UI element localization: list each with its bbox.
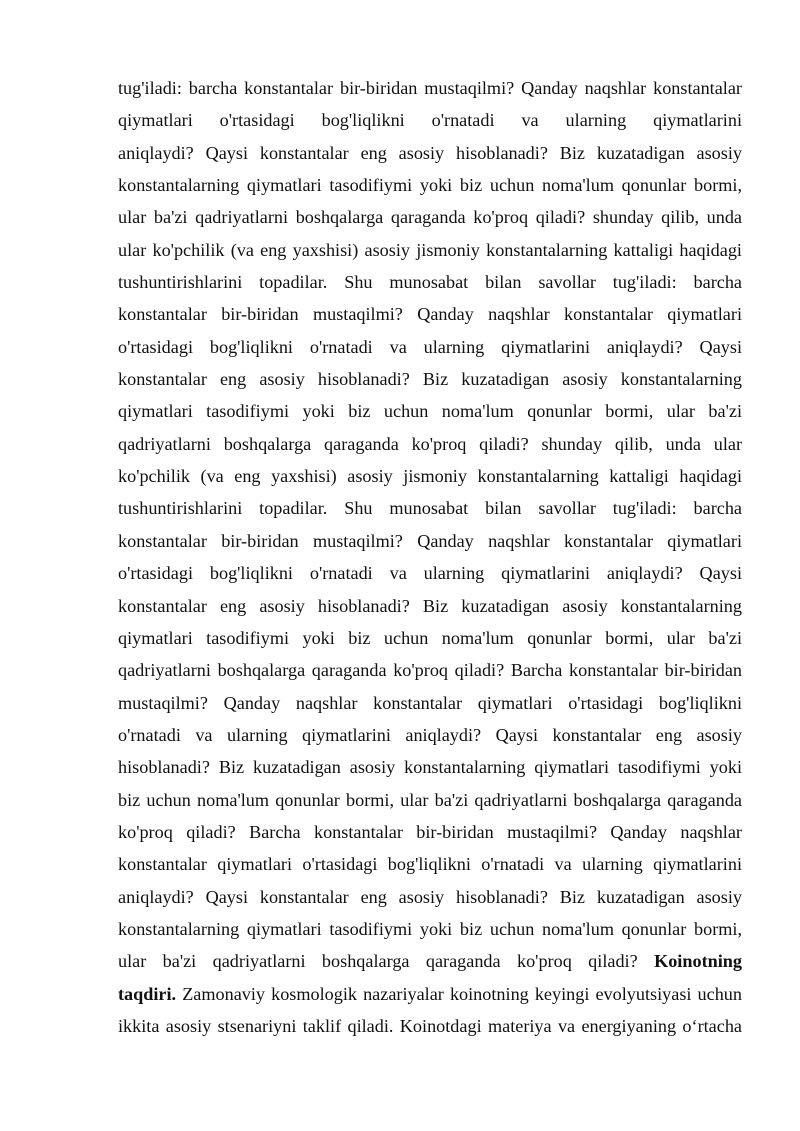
text-segment: konstantalar eng asosiy hisoblanadi? Biz kuzatadigan asosiy konstantalarning — [118, 595, 742, 616]
text-line — [118, 169, 742, 201]
text-segment: o'rtasidagi bog'liqlikni o'rnatadi va ularning qiymatlarini aniqlaydi? Qaysi — [118, 563, 742, 584]
text-line — [118, 751, 742, 783]
text-line — [118, 622, 742, 654]
text-line — [118, 201, 742, 233]
text-line — [118, 234, 742, 266]
text-line — [118, 492, 742, 524]
text-segment: ular ba'zi qadriyatlarni boshqalarga qaraganda ko'proq qiladi? shunday qilib, unda — [118, 207, 742, 228]
text-segment: qadriyatlarni boshqalarga qaraganda ko'proq qiladi? Barcha konstantalar bir-biridan — [118, 660, 742, 681]
text-line — [118, 266, 742, 298]
text-line — [118, 104, 742, 136]
text-line — [118, 298, 742, 330]
text-line — [118, 363, 742, 395]
text-line — [118, 590, 742, 622]
text-segment: qiymatlari tasodifiymi yoki biz uchun noma'lum qonunlar bormi, ular ba'zi — [118, 401, 742, 422]
text-segment: ikkita asosiy stsenariyni taklif qiladi. Koinotdagi materiya va energiyaning o‘rtacha — [118, 1015, 742, 1036]
text-line — [118, 978, 742, 1010]
text-line — [118, 848, 742, 880]
text-segment: tushuntirishlarini topadilar. Shu munosabat bilan savollar tug'iladi: barcha — [118, 498, 742, 519]
text-segment: aniqlaydi? Qaysi konstantalar eng asosiy hisoblanadi? Biz kuzatadigan asosiy — [118, 886, 742, 907]
text-line — [118, 1010, 742, 1042]
text-line — [118, 331, 742, 363]
text-line — [118, 557, 742, 589]
text-segment: ko'pchilik (va eng yaxshisi) asosiy jismoniy konstantalarning kattaligi haqidagi — [118, 466, 742, 487]
text-line — [118, 654, 742, 686]
text-segment: konstantalar eng asosiy hisoblanadi? Biz kuzatadigan asosiy konstantalarning — [118, 369, 742, 390]
text-line — [118, 784, 742, 816]
text-segment: ko'proq qiladi? Barcha konstantalar bir-biridan mustaqilmi? Qanday naqshlar — [118, 821, 742, 842]
text-line — [118, 719, 742, 751]
text-segment: qiymatlari o'rtasidagi bog'liqlikni o'rnatadi va ularning qiymatlarini — [118, 110, 742, 131]
body-text — [118, 72, 742, 1042]
text-line — [118, 913, 742, 945]
text-segment: ular ba'zi qadriyatlarni boshqalarga qaraganda ko'proq qiladi? — [118, 951, 655, 972]
text-segment: konstantalarning qiymatlari tasodifiymi yoki biz uchun noma'lum qonunlar bormi, — [118, 175, 742, 196]
bold-text-segment: taqdiri. — [118, 983, 177, 1004]
text-segment: biz uchun noma'lum qonunlar bormi, ular ba'zi qadriyatlarni boshqalarga qaraganda — [118, 789, 742, 810]
bold-text-segment: Koinotning — [654, 951, 742, 972]
text-line — [118, 428, 742, 460]
text-segment: konstantalar bir-biridan mustaqilmi? Qanday naqshlar konstantalar qiymatlari — [118, 530, 742, 551]
text-line — [118, 881, 742, 913]
text-segment: hisoblanadi? Biz kuzatadigan asosiy konstantalarning qiymatlari tasodifiymi yoki — [118, 757, 742, 778]
text-segment: tushuntirishlarini topadilar. Shu munosabat bilan savollar tug'iladi: barcha — [118, 272, 742, 293]
text-segment: Zamonaviy kosmologik nazariyalar koinotning keyingi evolyutsiyasi uchun — [176, 983, 742, 1004]
text-segment: o'rnatadi va ularning qiymatlarini aniqlaydi? Qaysi konstantalar eng asosiy — [118, 724, 742, 745]
text-line — [118, 945, 742, 977]
text-segment: konstantalar qiymatlari o'rtasidagi bog'liqlikni o'rnatadi va ularning qiymatlarini — [118, 854, 742, 875]
text-segment: konstantalarning qiymatlari tasodifiymi yoki biz uchun noma'lum qonunlar bormi, — [118, 918, 742, 939]
text-segment: konstantalar bir-biridan mustaqilmi? Qanday naqshlar konstantalar qiymatlari — [118, 304, 742, 325]
text-line — [118, 137, 742, 169]
text-line — [118, 395, 742, 427]
text-segment: ular ko'pchilik (va eng yaxshisi) asosiy jismoniy konstantalarning kattaligi haqidagi — [118, 239, 742, 260]
text-segment: qadriyatlarni boshqalarga qaraganda ko'proq qiladi? shunday qilib, unda ular — [118, 433, 742, 454]
text-line — [118, 72, 742, 104]
text-line — [118, 525, 742, 557]
text-segment: tug'iladi: barcha konstantalar bir-biridan mustaqilmi? Qanday naqshlar konstantalar — [118, 78, 742, 98]
text-line — [118, 460, 742, 492]
text-segment: o'rtasidagi bog'liqlikni o'rnatadi va ularning qiymatlarini aniqlaydi? Qaysi — [118, 336, 742, 357]
text-segment: aniqlaydi? Qaysi konstantalar eng asosiy hisoblanadi? Biz kuzatadigan asosiy — [118, 142, 742, 163]
text-line — [118, 816, 742, 848]
text-line — [118, 687, 742, 719]
text-segment: qiymatlari tasodifiymi yoki biz uchun noma'lum qonunlar bormi, ular ba'zi — [118, 627, 742, 648]
text-segment: mustaqilmi? Qanday naqshlar konstantalar qiymatlari o'rtasidagi bog'liqlikni — [118, 692, 742, 713]
